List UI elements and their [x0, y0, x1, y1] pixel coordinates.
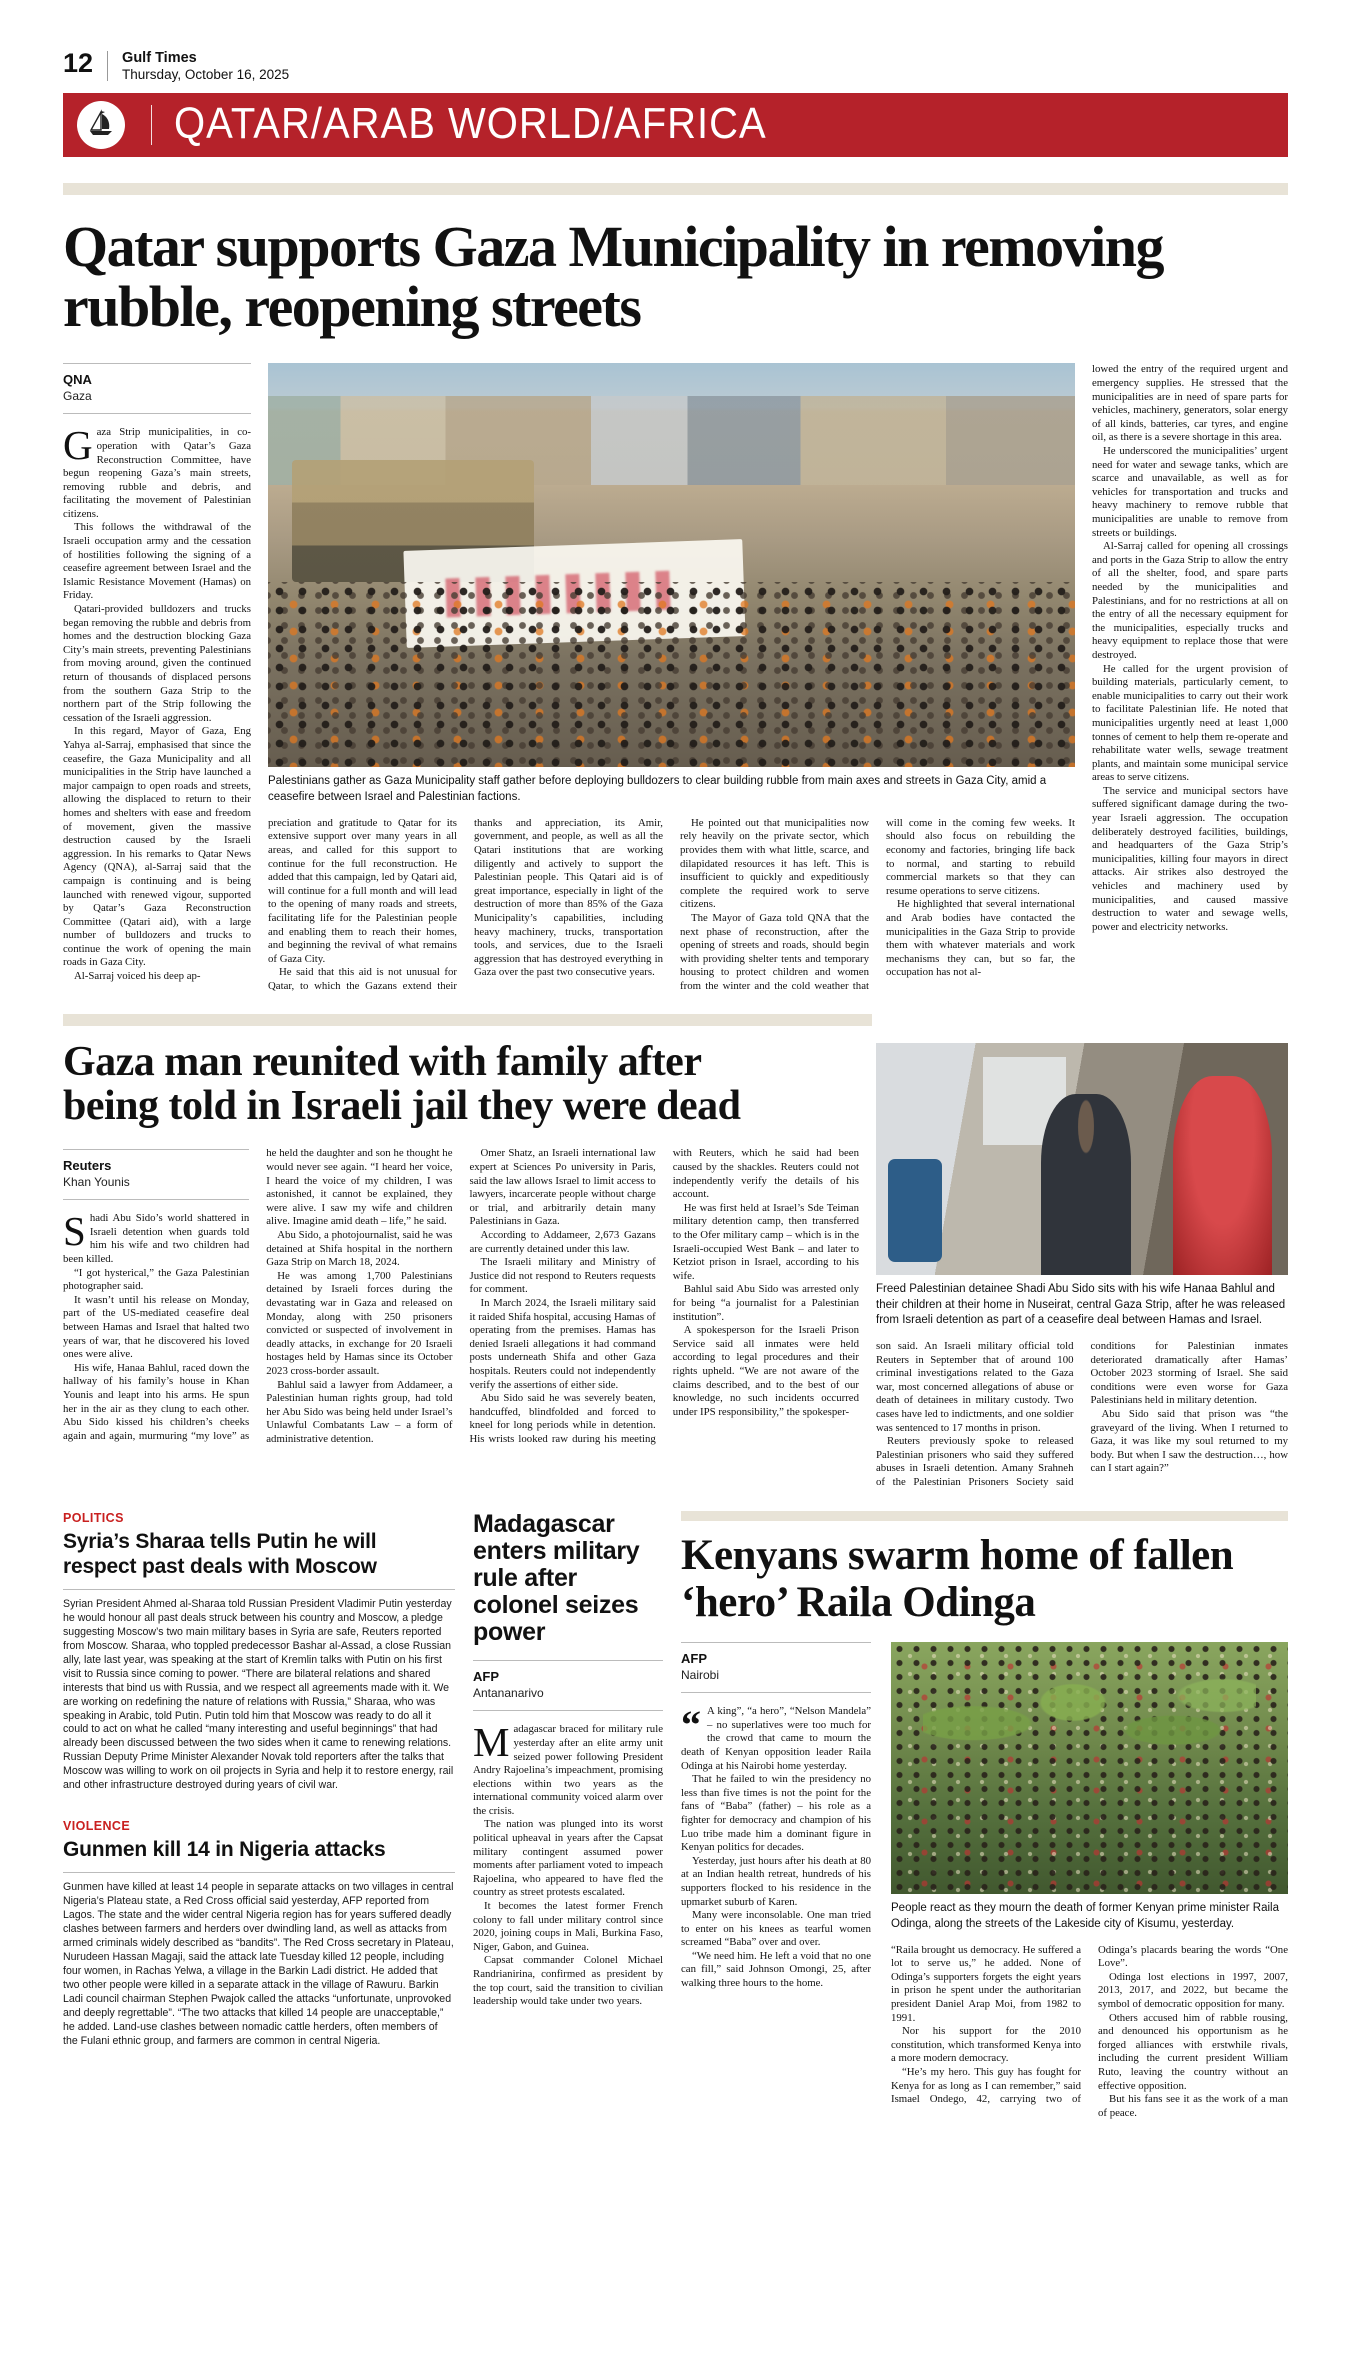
paragraph: He highlighted that several international and Arab bodies have contacted the municipalities in the Gaza Strip to provide them with whatever materials and work mechanisms they can, but so far, the occupation has not al- — [886, 898, 1075, 979]
kenya-headline: Kenyans swarm home of fallen ‘hero’ Raila Odinga — [681, 1532, 1234, 1626]
photo-texture — [1041, 1094, 1132, 1275]
paragraph: According to Addameer, 2,673 Gazans are currently detained under this law. — [469, 1228, 656, 1255]
article1-headline: Qatar supports Gaza Municipality in removing rubble, reopening streets — [63, 213, 1163, 340]
article1-center — [268, 363, 1075, 993]
paragraph: He was among 1,700 Palestinians detained by Israeli forces during the devastating war in Gaza and released on Monday, along with 250 prisoners convicted or suspected of involvement in deadly attacks, in exchange for 20 Israeli hostages held by Hamas since its October 2023 cross-border assault. — [266, 1269, 453, 1377]
byline-agency: AFP — [681, 1651, 707, 1667]
byline-city: Antananarivo — [473, 1685, 544, 1700]
paragraph: His wife, Hanaa Bahlul, raced down the hallway of his family’s house in Khan Younis and leapt into his arms. He spun her in the air as they clung to each other. Abu Sido kissed his children’s cheeks again and again, murmuring “my love” as he held the daughter and son he thought he would never see again. “I heard her voice, I heard the voice of my children, I was astonished, it cannot be explained, they were alive. I saw my wife and children alive. Imagine amid death – life,” he said. — [63, 1147, 453, 1442]
photo-texture — [888, 1159, 942, 1261]
kenya-byline — [681, 1642, 871, 1693]
section-title: QATAR/ARAB WORLD/AFRICA — [174, 100, 767, 149]
gulf-times-dhow-logo-icon — [77, 101, 125, 149]
page-number: 12 — [63, 48, 94, 78]
article1-byline — [63, 363, 251, 414]
madagascar-byline — [473, 1660, 663, 1711]
paragraph: Gaza Strip municipalities, in co-operation with Qatar’s Gaza Reconstruction Committee, have begun reopening Gaza’s main streets, removing rubble and debris, and facilitating the movement of Palestinian citizens. — [63, 422, 251, 520]
paragraph: A spokesperson for the Israeli Prison Service said all inmates were held according to legal procedures and their rights upheld. “We are not aware of the claims described, and to the best of our knowledge, no such incidents occurred under IPS responsibility,” the spokesper- — [672, 1324, 859, 1418]
madagascar-headline: Madagascar enters military rule after colonel seizes power — [473, 1510, 640, 1647]
section-divider-band — [681, 1511, 1288, 1521]
paragraph: Abu Sido said he was severely beaten, handcuffed, blindfolded and forced to kneel for long periods while in detention. His wrists looked raw during his meeting with Reuters, which he said had been caused by the shackles. Reuters could not independently verify the details of his account. — [469, 1147, 859, 1445]
gaza-street-photo — [268, 363, 1075, 767]
paragraph: He called for the urgent provision of building materials, particularly cement, to enable municipalities to carry out their work to facilitate Palestinian life. He noted that municipalities urgently need at least 1,000 tonnes of cement to help them re-operate and rehabilitate water wells, sewage treatment plants, and maintain some municipal service areas to serve citizens. — [1092, 662, 1288, 784]
byline-agency: AFP — [473, 1669, 499, 1685]
article2-right-text — [876, 1340, 1288, 1490]
paragraph: Bahlul said a lawyer from Addameer, a Palestinian human rights group, had told her Abu Sido was being held under Israel’s Unlawful Combatants Law – a form of administrative detention. — [266, 1378, 453, 1445]
paragraph: Others accused him of rabble rousing, and denounced his opportunism as he forged alliances with erstwhile rivals, including the current president William Ruto, leaving the country without an effective opposition. — [1098, 2011, 1288, 2092]
article1-right-text — [1092, 363, 1288, 934]
paragraph: Al-Sarraj called for opening all crossings and ports in the Gaza Strip to allow the entry of all the shelter, food, and spare parts needed by the municipalities and Palestinians, and for no restrictions at all on the entry of all the necessary equipment for the municipalities, especially trucks and heavy equipment to replace those that were destroyed. — [1092, 540, 1288, 661]
paragraph: Nor his support for the 2010 constitution, which transformed Kenya into a more modern democracy. — [891, 2025, 1081, 2065]
byline-agency: Reuters — [63, 1158, 112, 1174]
politics-headline: Syria’s Sharaa tells Putin he will respect past deals with Moscow — [63, 1530, 455, 1589]
paragraph: It becomes the latest former French colony to fall under military control since 2020, joining coups in Mali, Burkina Faso, Niger, Gabon, and Guinea. — [473, 1900, 663, 1953]
byline-agency: QNA — [63, 372, 92, 388]
article1-left-text — [63, 422, 251, 983]
kenya-article — [681, 1511, 1288, 2120]
paragraph: Odinga lost elections in 1997, 2007, 2013, 2017, and 2022, but became the symbol of democratic opposition for many. — [1098, 1970, 1288, 2011]
paragraph: Many were inconsolable. One man tried to enter on his knees as tearful women screamed “Baba” over and over. — [681, 1909, 871, 1949]
paragraph: A king”, “a hero”, “Nelson Mandela” – no superlatives were too much for the crowd that came to mourn the death of Kenyan opposition leader Raila Odinga at his Nairobi home yesterday. — [681, 1705, 871, 1772]
paragraph: “He’s my hero. This guy has fought for Kenya for as long as I can remember,” said Ismael Ondego, 42, carrying two of Odinga’s placards bearing the words “One Love”. — [891, 1943, 1288, 2106]
photo-texture — [1173, 1076, 1272, 1276]
violence-text — [63, 1881, 455, 2049]
banner-divider — [151, 105, 152, 145]
kenya-quote-column — [681, 1642, 871, 2120]
article2-photo-block — [876, 1043, 1288, 1489]
paragraph: He was first held at Israel’s Sde Teiman military detention camp, then transferred to the Ofer military camp – which is in the Israeli-occupied West Bank – and later to Ketziot prison in Israel, according to his wife. — [672, 1201, 859, 1282]
politics-text — [63, 1598, 455, 1794]
photo-texture — [268, 582, 1075, 768]
masthead — [122, 50, 289, 83]
article-gaza-municipality — [63, 213, 1288, 994]
paragraph: Gunmen have killed at least 14 people in separate attacks on two villages in central Nigeria’s Plateau state, a Red Cross official said yesterday, AFP reported from Lagos. The state and the wider central Nigeria region has for years suffered deadly clashes between farmers and herders over dwindling land, as well as attacks from armed criminals widely described as “bandits”. The Red Cross secretary in Plateau, Nurudeen Hassan Magaji, said the attack late Tuesday killed 12 people, including four women, in Rachas Yelwa, a village in the Barkin Ladi district. He added that two other people were killed in a separate attack in the village of Rawuru. Barkin Ladi council chairman Stephen Pwajok called the attacks “unfortunate, unprovoked and deeply regrettable”. “The two attacks that killed 14 people are unacceptable,” he added. Land-use clashes between nomadic cattle herders, often members of the Fulani ethnic group, and farmers are common in central Nigeria. — [63, 1881, 454, 2048]
paragraph: This follows the withdrawal of the Israeli occupation army and the cessation of hostilities following the signing of a ceasefire agreement between Israel and the Islamic Resistance Movement (Hamas) on Friday. — [63, 521, 251, 602]
paragraph: lowed the entry of the required urgent and emergency supplies. He stressed that the municipalities are in need of spare parts for vehicles, machinery, generators, solar energy of all kinds, batteries, car tyres, and engine oil, as there is a severe shortage in this area. — [1092, 363, 1288, 444]
dhow-boat-icon — [84, 108, 118, 142]
issue-date: Thursday, October 16, 2025 — [122, 66, 290, 82]
paragraph: Al-Sarraj voiced his deep ap- — [74, 970, 201, 983]
article1-photo-caption: Palestinians gather as Gaza Municipality staff gather before deploying bulldozers to clear building rubble from main axes and streets in Gaza City, amid a ceasefire between Israel and Palestinian factions. — [268, 775, 1047, 803]
paper-name: Gulf Times — [122, 50, 197, 66]
article2-body — [63, 1147, 859, 1489]
kisumu-crowd-photo — [891, 1642, 1288, 1894]
paragraph: He said that this aid is not unusual for Qatar, to which the Gazans extend their thanks and appreciation, its Amir, government, and people, as well as all the Qatari institutions that are working diligently and actively to support the Palestinian people. This Qatari aid is of great importance, especially in light of the destruction of more than 85% of the Gaza Municipality’s capabilities, including heavy machinery, trucks, transportation tools, and services, due to the Israeli aggression that has destroyed everything in Gaza over the past two consecutive years. — [268, 816, 663, 992]
paragraph: That he failed to win the presidency no less than five times is not the point for the fans of “Baba” (father) – his role as a fighter for democracy and champion of his Luo tribe made him a dominant figure in Kenyan politics for decades. — [681, 1773, 871, 1854]
paragraph: Madagascar braced for military rule yesterday after an elite army unit seized power following President Andry Rajoelina’s impeachment, promising elections within two years as the international community voiced alarm over the crisis. — [473, 1719, 663, 1817]
folio-divider — [107, 51, 108, 81]
violence-headline: Gunmen kill 14 in Nigeria attacks — [63, 1838, 455, 1873]
paragraph: Qatari-provided bulldozers and trucks began removing the rubble and debris from homes and the destruction blocking Gaza City’s main streets, preventing Palestinians from moving around, given the continued return of thousands of displaced persons from the southern Gaza Strip to the northern part of the Strip following the cessation of the Israeli aggression. — [63, 603, 251, 724]
paragraph: son said. An Israeli military official told Reuters in September that of around 100 criminal investigations related to the Gaza war, most concerned allegations of abuse or death of detainees in military custody. Two cases have led to indictments, and one soldier was sentenced to 17 months in prison. — [876, 1339, 1074, 1434]
section-divider-band — [63, 183, 1288, 195]
paragraph: But his fans see it as the work of a man of peace. — [1098, 2093, 1288, 2119]
kenya-quote-text — [681, 1702, 871, 1990]
kenya-photo-block — [891, 1642, 1288, 2120]
politics-kicker: POLITICS — [63, 1511, 124, 1526]
paragraph: Omer Shatz, an Israeli international law expert at Sciences Po university in Paris, said the law allows Israel to limit access to lawyers, incarcerate people without charge or trial, and arbitrarily detain many Palestinians in Gaza. — [469, 1147, 656, 1228]
article1-center-text — [268, 817, 1075, 994]
section-banner — [63, 93, 1288, 157]
paragraph: Shadi Abu Sido’s world shattered in Israeli detention when guards told him his wife and two children had been killed. — [63, 1208, 250, 1266]
paragraph: Abu Sido, a photojournalist, said he was detained at Shifa hospital in the northern Gaza Strip on March 18, 2024. — [266, 1228, 453, 1269]
article2-photo-caption: Freed Palestinian detainee Shadi Abu Sido sits with his wife Hanaa Bahlul and their children at their home in Nuseirat, central Gaza Strip, after he was released from Israeli detention as part of a ceasefire deal between Hamas and Israel. — [876, 1283, 1286, 1326]
family-reunion-photo — [876, 1043, 1288, 1275]
paragraph: “Raila brought us democracy. He suffered a lot to serve us,” he added. None of Odinga’s supporters forgets the eight years in prison he spent under the authoritarian president Daniel Arap Moi, from 1982 to 1991. — [891, 1943, 1081, 2024]
paragraph: “I got hysterical,” the Gaza Palestinian photographer said. — [63, 1266, 250, 1293]
article1-right-column — [1092, 363, 1288, 993]
paragraph: The nation was plunged into its worst political upheaval in years after the Capsat military contingent assumed power moments after parliament voted to impeach Rajoelina, who appeared to have fled the country as street protests escalated. — [473, 1818, 663, 1899]
paragraph: The Mayor of Gaza told QNA that the next phase of reconstruction, after the opening of streets and roads, should begin with providing shelter tents and temporary housing to protect children and women from the winter and the cold weather that will come in the coming few weeks. It should also focus on rebuilding the economy and factories, bringing life back to normal, and starting to rebuild commercial markets so that they can resume operations to serve citizens. — [680, 816, 1075, 992]
paragraph: It wasn’t until his release on Monday, part of the US-mediated ceasefire deal between Hamas and Israel that halted two years of war, that he discovered his loved ones were alive. — [63, 1293, 250, 1361]
paragraph: The Israeli military and Ministry of Justice did not respond to Reuters requests for comment. — [469, 1256, 656, 1296]
madagascar-article — [473, 1511, 663, 2120]
briefs-column — [63, 1511, 455, 2120]
paragraph: In this regard, Mayor of Gaza, Eng Yahya al-Sarraj, emphasised that since the ceasefire, the Gaza Municipality and all municipalities in the Strip have launched a major campaign to open roads and streets, allowing the displaced to return to their homes and shelters with ease and freedom of movement, given the massive destruction caused by the Israeli aggression. In his remarks to Qatar News Agency (QNA), al-Sarraj said that the campaign is continuing and is being launched with renewed vigour, supported by Qatar’s Gaza Reconstruction Committee (Qatari aid), with a large number of bulldozers and trucks to continue the work of opening the main roads in Gaza City. — [63, 725, 251, 969]
byline-city: Gaza — [63, 388, 92, 403]
paragraph: In March 2024, the Israeli military said it raided Shifa hospital, accusing Hamas of operating from the premises. Hamas has denied Israeli allegations it had command posts underneath Shifa and other Gaza hospitals. Reuters could not independently verify the assertions of either side. — [469, 1296, 656, 1391]
madagascar-text — [473, 1719, 663, 2008]
page-header — [63, 50, 1288, 83]
byline-city: Khan Younis — [63, 1174, 130, 1189]
violence-kicker: VIOLENCE — [63, 1819, 131, 1834]
paragraph: Bahlul said Abu Sido was arrested only for being “a journalist for a Palestinian institution”. — [672, 1283, 859, 1323]
byline-city: Nairobi — [681, 1667, 720, 1682]
paragraph: preciation and gratitude to Qatar for its extensive support over many years in all areas, and called for this support to continue for the full reconstruction. He added that this campaign, led by Qatari aid, will continue for a full month and will lead to the opening of many roads and streets, facilitating life for the Palestinian people and enabling them to reach their homes, and beginning the revival of what remains of Gaza City. — [268, 816, 457, 965]
paragraph: Syrian President Ahmed al-Sharaa told Russian President Vladimir Putin yesterday he would honour all past deals struck between his country and Moscow, a pledge suggesting Moscow’s two main military bases in Syria are safe, Reuters reported from Moscow. Sharaa, who toppled predecessor Bashar al-Assad, a close Russian ally, late last year, was speaking at the start of Kremlin talks with Putin on his first visit to Russia since coming to power. “There are bilateral relations and shared interests that bind us with Russia, and we respect all agreements made with it. We are working on redefining the nature of relations with Russia,” Sharaa, who was speaking in Arabic, told Putin. Putin told him that Moscow was ready to do all it could to act on what he called “many interesting and useful beginnings” that had already been discussed between the two sides when it came to renewing relations. Russian Deputy Prime Minister Alexander Novak told reporters after the talks that Moscow was willing to work on oil projects in Syria and help it to restore energy, rail and other infrastructure destroyed during years of civil war. — [63, 1597, 454, 1792]
paragraph: “We need him. He left a void that no one can fill,” said Johnson Omongi, 25, after walking three hours to the home. — [681, 1949, 871, 1990]
kenya-photo-caption: People react as they mourn the death of former Kenyan prime minister Raila Odinga, along the streets of the Lakeside city of Kisumu, yesterday. — [891, 1902, 1279, 1930]
section-divider-band — [63, 1014, 872, 1026]
bottom-section — [63, 1511, 1288, 2120]
paragraph: The service and municipal sectors have suffered significant damage during the two-year Israeli aggression. The occupation deliberately destroyed facilities, buildings, and headquarters of the Gaza Strip’s municipalities, killing four mayors in direct attacks. Air strikes also destroyed the vehicles and machinery used by municipalities, and caused massive destruction to water and sewage wells, power and electricity networks. — [1092, 784, 1288, 933]
paragraph: Abu Sido said that prison was “the graveyard of the living. When I returned to Gaza, it was like my soul returned to my body. But when I saw the destruction…, how can I start again?” — [1090, 1407, 1288, 1475]
article-gaza-man-reunited — [63, 1040, 1288, 1490]
article1-left-column — [63, 363, 251, 993]
kenya-bottom-text — [891, 1944, 1288, 2121]
paragraph: He underscored the municipalities’ urgent need for water and sewage tanks, which are scarce and unavailable, as well as for vehicles for transportation and trucks and heavy machinery to remove rubble that municipalities are unable to remove from streets or buildings. — [1092, 445, 1288, 539]
article2-byline — [63, 1149, 249, 1200]
paragraph: Reuters previously spoke to released Palestinian prisoners who said they suffered abuses in Israeli detention. Amany Srahneh of the Palestinian Prisoners Society said conditions for Palestinian inmates deteriorated dramatically after Hamas’ October 2023 storming of Israel. She said conditions were even worse for Gaza Palestinians held in military detention. — [876, 1339, 1288, 1488]
photo-texture — [923, 1668, 1256, 1807]
quote-icon: “ — [681, 1702, 701, 1748]
article2-headline: Gaza man reunited with family after being told in Israeli jail they were dead — [63, 1038, 741, 1130]
paragraph: He pointed out that municipalities now rely heavily on the private sector, which provides them with what little, scarce, and dilapidated resources it has left. This is insufficient to quickly and expeditiously complete the required work to serve citizens. — [680, 816, 869, 911]
paragraph: Yesterday, just hours after his death at 80 at an Indian health retreat, hundreds of his supporters flocked to his residence in the upmarket suburb of Karen. — [681, 1854, 871, 1908]
paragraph: Capsat commander Colonel Michael Randrianirina, confirmed as president by the top court, said the transition to civilian leadership would take under two years. — [473, 1954, 663, 2008]
